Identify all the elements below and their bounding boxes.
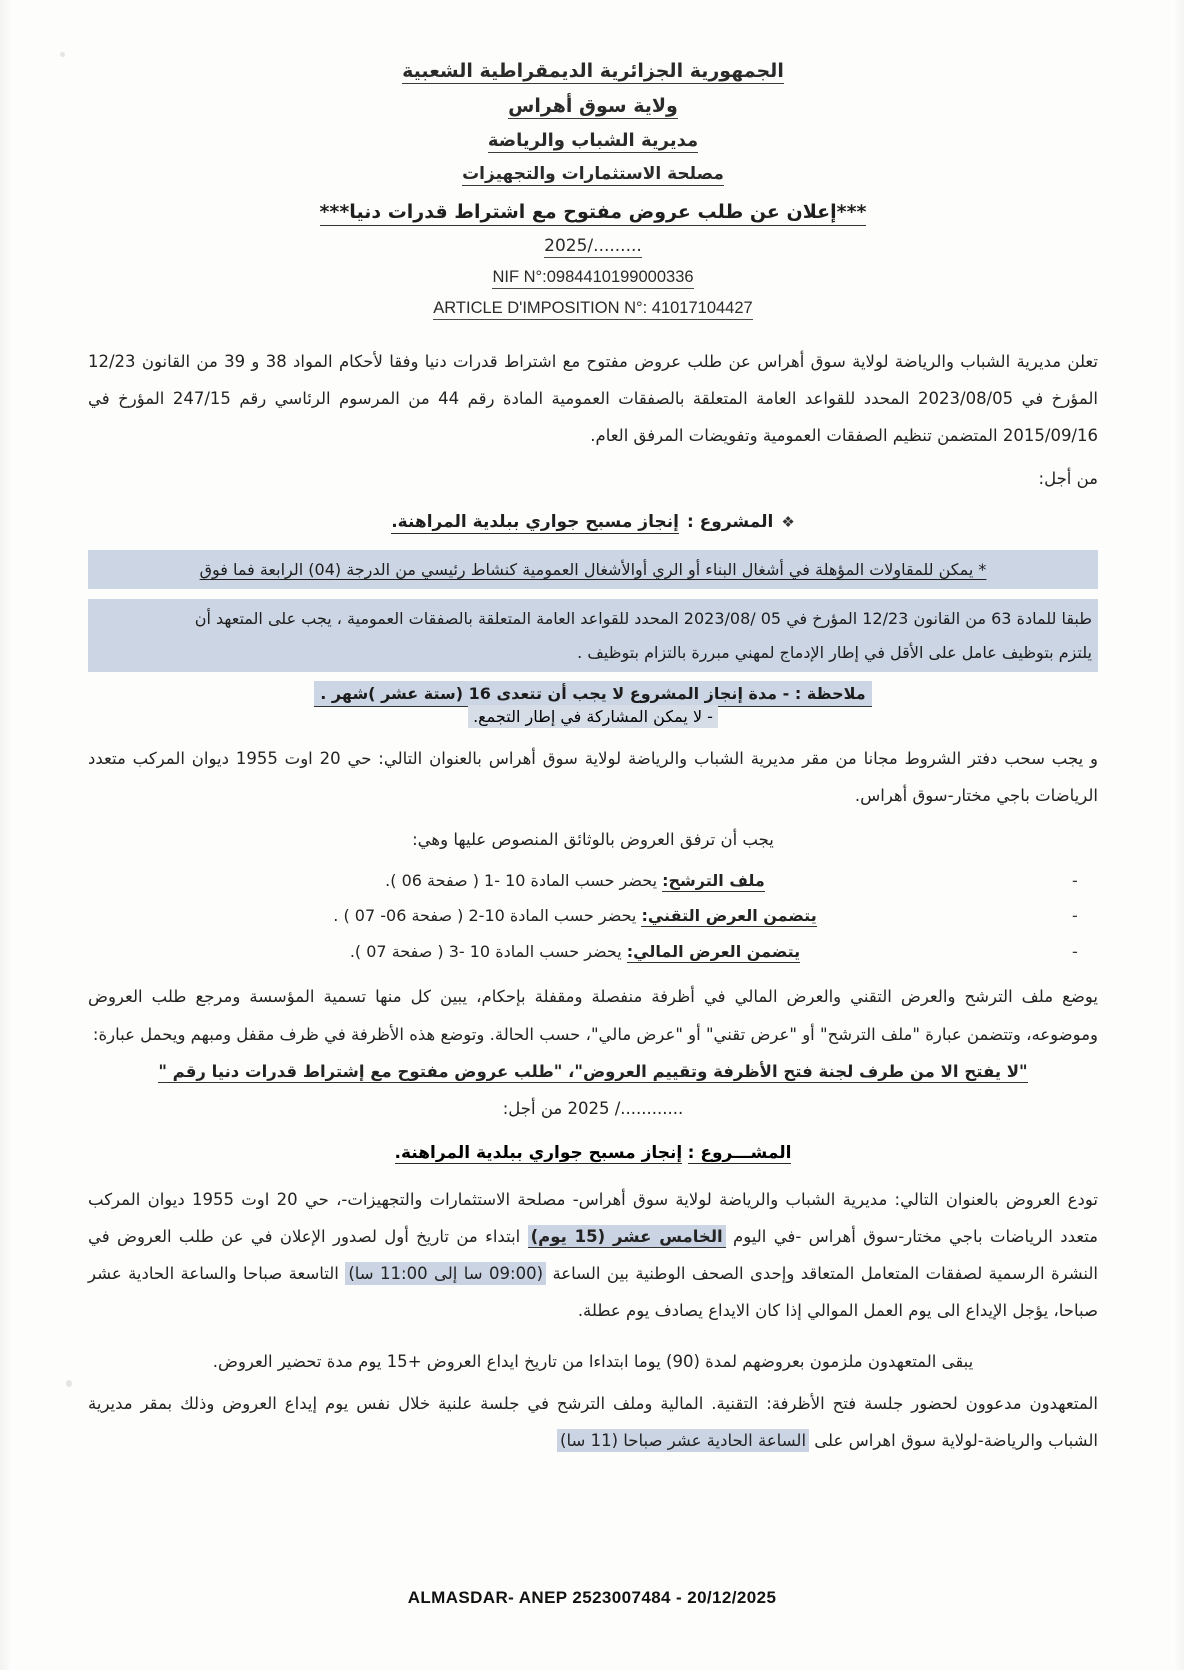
submission-time-highlight: (09:00 سا إلى 11:00 سا): [345, 1262, 546, 1285]
list-dash: -: [1072, 906, 1078, 926]
document-rest: يحضر حسب المادة 10 -1 ( صفحة 06 ).: [385, 870, 658, 890]
list-dash: -: [1072, 941, 1078, 961]
employment-clause-line-1: طبقا للمادة 63 من القانون 12/23 المؤرخ في 05 /2023/08 المحدد للقواعد العامة المتعلقة بالصفقات العمومية ، يجب على المتعهد أن: [194, 609, 1092, 629]
required-documents-list: [88, 864, 1098, 969]
document-header: [88, 60, 1098, 329]
sealed-envelope-phrase-row: [88, 1053, 1098, 1090]
article-imposition-line: [433, 299, 752, 320]
sealed-envelope-phrase: "لا يفتح الا من طرف لجنة فتح الأظرفة وتقييم العروض"، "طلب عروض مفتوح مع إشتراط قدرات دنيا رقم ": [158, 1061, 1028, 1081]
nif-value: 0984410199000336: [546, 268, 694, 286]
scan-edge-right: [1172, 0, 1184, 1670]
note-text: ملاحظة : - مدة إنجاز المشروع لا يجب أن تتعدى 16 (ستة عشر )شهر .: [314, 681, 871, 707]
document-footer: ALMASDAR- ANEP 2523007484 - 20/12/2025: [407, 1588, 777, 1607]
project-label: المشروع :: [686, 511, 774, 532]
list-item-body: [88, 935, 1062, 969]
intro-paragraph: تعلن مديرية الشباب والرياضة لولاية سوق أهراس عن طلب عروض مفتوح مع اشتراط قدرات دنيا وفقا لأحكام المواد 38 و 39 من القانون 12/23 المؤرخ في 2023/08/05 المحدد للقواعد العامة المتعلقة بالصفقات العمومية المادة رقم 44 من المرسوم الرئاسي رقم 247/15 المؤرخ في 2015/09/16 المتضمن تنظيم الصفقات العمومية وتفويضات المرفق العام.: [88, 352, 1098, 446]
list-item-body: [88, 864, 1062, 898]
announcement-title: ***إعلان عن طلب عروض مفتوح مع اشتراط قدرات دنيا***: [320, 201, 867, 226]
opening-session-text: المتعهدون مدعوون لحضور جلسة فتح الأظرفة: التقنية. المالية وملف الترشح في جلسة علنية خلال نفس يوم إيداع العروض وذلك بمقر مديرية الشباب والرياضة-لولاية سوق اهراس على: [88, 1393, 1098, 1450]
qualification-clause: * يمكن للمقاولات المؤهلة في أشغال البناء أو الري أوالأشغال العمومية كنشاط رئيسي من الدرجة (04) الرابعة فما فوق: [88, 550, 1098, 590]
republic-heading: الجمهورية الجزائرية الديمقراطية الشعبية: [402, 60, 784, 82]
list-dash: -: [1072, 870, 1078, 890]
project-title-row: [88, 512, 1098, 534]
no-grouping-text: - لا يمكن المشاركة في إطار التجمع.: [468, 705, 718, 728]
scan-speck: [60, 52, 65, 57]
scan-edge-left: [0, 0, 14, 1670]
no-grouping-row: [88, 707, 1098, 726]
wilaya-heading: ولاية سوق أهراس: [508, 95, 678, 117]
list-item-body: [88, 899, 1062, 933]
list-item: [88, 864, 1098, 898]
article-imposition-label: ARTICLE D'IMPOSITION N°:: [433, 299, 648, 317]
documents-intro: يجب أن ترفق العروض بالوثائق المنصوص عليها وهي:: [412, 829, 774, 849]
scan-speck: [66, 1380, 72, 1387]
project-name: إنجاز مسبح جواري ببلدية المراهنة.: [391, 511, 679, 532]
for-label: من أجل:: [1038, 469, 1098, 489]
document-key: يتضمن العرض التقني:: [641, 906, 817, 926]
opening-session-time-highlight: الساعة الحادية عشر صباحا (11 سا): [557, 1429, 809, 1452]
submission-day-highlight: الخامس عشر (15 يوم): [528, 1225, 726, 1248]
envelopes-paragraph: يوضع ملف الترشح والعرض التقني والعرض المالي في أظرفة منفصلة ومقفلة بإحكام، يبين كل منها تسمية المؤسسة ومرجع طلب العروض وموضوعه، وتتضمن عبارة "ملف الترشح" أو "عرض تقني" أو "عرض مالي"، حسب الحالة. وتوضع هذه الأظرفة في ظرف مقفل ومبهم ويحمل عبارة:: [88, 987, 1098, 1044]
diamond-bullet-icon: ❖: [781, 512, 795, 531]
service-heading: مصلحة الاستثمارات والتجهيزات: [462, 164, 724, 184]
nif-line: [492, 268, 693, 289]
project-repeat-name: إنجاز مسبح جواري ببلدية المراهنة.: [394, 1142, 683, 1163]
note-row: [88, 684, 1098, 703]
submission-paragraph: [88, 1181, 1098, 1330]
project-repeat-label: المشـــروع :: [687, 1142, 792, 1163]
list-item: [88, 899, 1098, 933]
envelope-reference-tail: ............/ 2025 من أجل:: [502, 1098, 684, 1118]
directorate-heading: مديرية الشباب والرياضة: [487, 130, 699, 151]
document-rest: يحضر حسب المادة 10 -3 ( صفحة 07 ).: [349, 941, 622, 961]
submission-text-part-3: التاسعة صباحا والساعة الحادية عشر صباحا، يؤجل الإيداع الى يوم العمل الموالي إذا كان الايداع يصادف يوم عطلة.: [88, 1264, 1098, 1321]
submission-text-part-1: تودع العروض بالعنوان التالي: مديرية الشباب والرياضة لولاية سوق أهراس- مصلحة الاستثمارات والتجهيزات-، حي 20 اوت 1955 ديوان المركب متعدد الرياضات باجي مختار-سوق أهراس -في اليوم: [88, 1189, 1099, 1247]
employment-clause: [88, 599, 1098, 672]
employment-clause-line-2: يلتزم بتوظيف عامل على الأقل في إطار الإدماج لمهني مبررة بالتزام بتوظيف .: [577, 642, 1092, 662]
article-imposition-value: 41017104427: [651, 299, 753, 317]
opening-session-paragraph: [88, 1385, 1098, 1459]
document-key: ملف الترشح:: [662, 870, 765, 890]
validity-paragraph: يبقى المتعهدون ملزمون بعروضهم لمدة (90) يوما ابتداءا من تاريخ ايداع العروض +15 يوم مدة تحضير العروض.: [212, 1352, 974, 1372]
project-title-repeat-row: [88, 1143, 1098, 1163]
reference-number: 2025/.........: [544, 236, 642, 256]
submission-text-part-2: ابتداء من تاريخ أول لصدور الإعلان في عن طلب العروض في النشرة الرسمية لصفقات المتعامل المتعاقد وإحدى الصحف الوطنية بين الساعة: [88, 1227, 1099, 1284]
nif-label: NIF N°:: [492, 268, 547, 286]
document-key: يتضمن العرض المالي:: [626, 941, 801, 961]
list-item: [88, 935, 1098, 969]
document-rest: يحضر حسب المادة 10-2 ( صفحة 06- 07 ) .: [333, 906, 637, 926]
document-content: [88, 60, 1098, 1465]
withdrawal-paragraph: و يجب سحب دفتر الشروط مجانا من مقر مديرية الشباب والرياضة لولاية سوق أهراس بالعنوان التالي: حي 20 اوت 1955 ديوان المركب متعدد الرياضات باجي مختار-سوق أهراس.: [88, 749, 1099, 806]
